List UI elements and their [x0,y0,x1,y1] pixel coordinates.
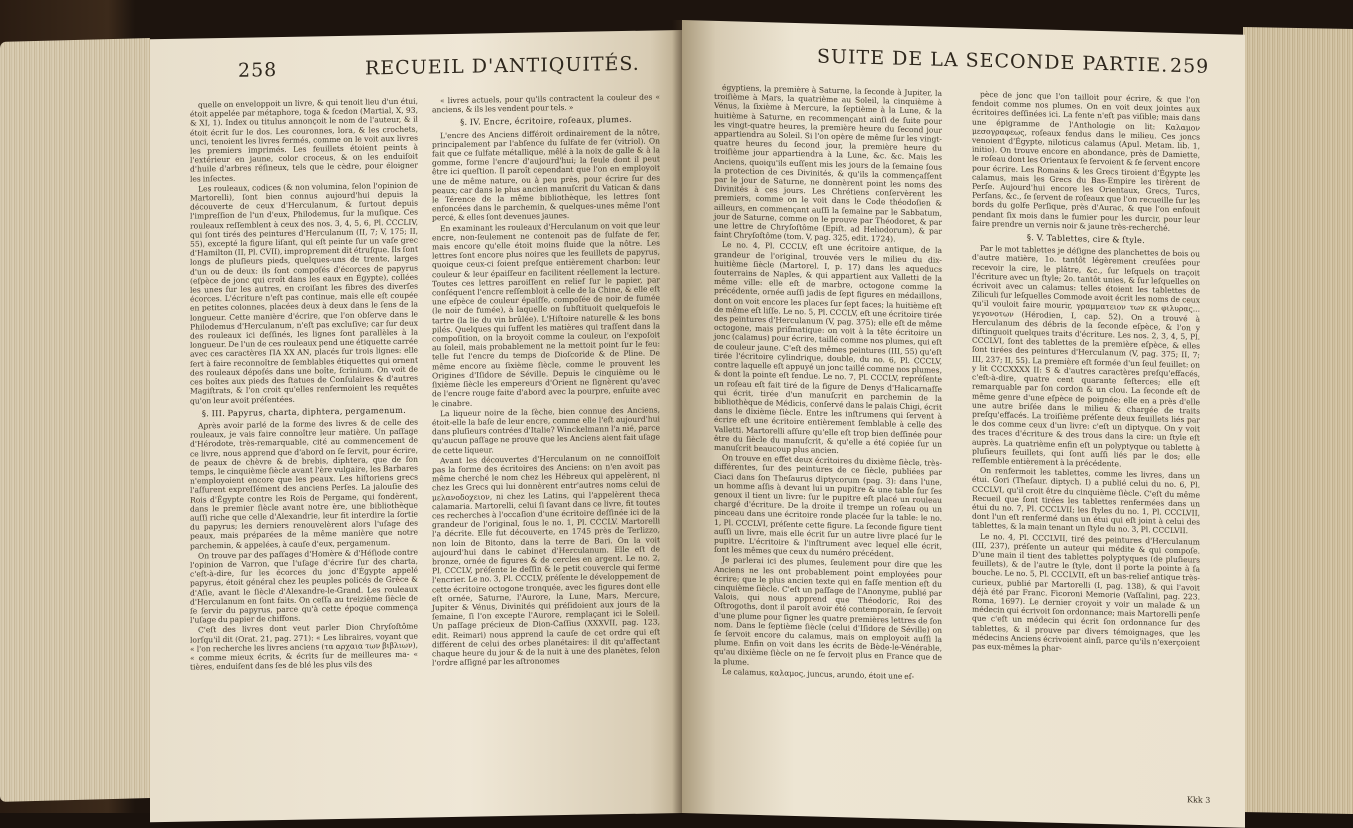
signature-mark: Kkk 3 [1187,795,1211,805]
paragraph: C'eſt des livres dont veut parler Dion Chryſoſtôme lorſqu'il dit (Orat. 21, pag. 271): « Les libraires, voyant que « l'on recherche les livres anciens (τα αρχαια των βιβλιων), « comme mieux écrits, & écrits ſur de meilleures ma- « tières, enduiſent dans ſes de blé les plus vils des [190,621,418,672]
right-folio: 259 [1170,54,1210,78]
right-page [682,20,1245,828]
paragraph: La liqueur noire de la ſèche, bien connue des Anciens, étoit-elle la baſe de leur encre, comme elle l'eſt aujourd'hui dans pluſieurs contrées d'Italie? Winckelmann l'a nié, parce qu'aucun paſſage ne prouve que les Anciens aient fait uſage de cette liqueur. [432,405,660,455]
left-page [150,30,682,822]
paragraph: L'encre des Anciens différoit ordinairement de la nôtre, principalement par l'abſence du ſulfate de fer (vitriol). On fait que ce ſulfate métallique, mêlé à la noix de galle & à la gomme, forme l'encre d'aujourd'hui; la ſeule dont il peut être ici queſtion. Il paroît cependant que l'on en employoit une de même nature, ou à peu près, pour écrire ſur des peaux; car dans le plus ancien manuſcrit du Vatican & dans le Térence de la même bibliothèque, les lettres ſont enfoncées dans le parchemin, & quelques-unes même l'ont percé, & elles ſont devenues jaunes. [432,126,660,223]
paragraph: Le no. 4, Pl. CCCLVII, tiré des peintures d'Herculanum (III, 237), préſente un auteur qui médite & qui compoſe. D'une main il tient des tablettes polyptyques (de pluſieurs feuillets), & de l'autre le ſtyle, dont il porte la pointe à ſa bouche. Le no. 5, Pl. CCCLVII, eſt un bas-relief antique très-curieux, publié par Martorelli (I, pag. 138), & qui l'avoit déjà été par Franc. Ficoroni Memorie (Vaſſalini, pag. 223. Roma, 1697). Le dernier croyoit y voir un malade & un médecin qui écrivoit ſon ordonnance; mais Martorelli penſe que c'eſt un médecin qui écrit ſon ordonnance ſur des tablettes, & il prouve par divers témoignages, que les médecins Anciens écrivoient ainſi, parce qu'ils n'exerçoient pas eux-mêmes la phar- [972,531,1200,653]
left-column-2 [432,92,660,668]
paragraph: « livres actuels, pour qu'ils contractent la couleur des « anciens, & ils les vendent pour tels. » [432,92,660,115]
section-heading: §. V. Tablettes, cire & ſtyle. [1026,232,1146,246]
left-running-title: RECUEIL D'ANTIQUITÉS. [365,52,640,80]
paragraph: Par le mot tablettes je déſigne des planchettes de bois ou d'autre matière, 1o. tantôt légèrement creuſées pour recevoir la cire, le plâtre, &c., ſur leſquels on traçoit l'écriture avec un ſtyle; 2o. tantôt unies, & ſur leſquelles on écrivoit avec un calamus: telles étoient les tablettes de Ziliculi ſur leſquelles Commode avoit écrit les noms de ceux qu'il vouloit faire mourir, γραμματειον των εκ φιλυρας... γεγονοτων (Hérodien, I, cap. 52). On a trouvé à Herculanum des débris de la ſeconde eſpèce, & l'on y diſtinguoit quelques traits d'écriture. Les nos. 2, 3, 4, 5, Pl. CCCLVI, ſont des tablettes de la première eſpèce, & elles ſont tirées des peintures d'Herculanum (V, pag. 375; II, 7; III, 237; II, 55). La première eſt formée d'un ſeul feuillet: on y lit CCCXXXX II: S & d'autres caractères preſqu'effacés, c'eſt-à-dire, quatre cent quarante ſeſterces; elle eſt remarquable par ſon cordon & un clou. La ſeconde eſt de même genre d'une eſpèce de poignée; elle en a près d'elle une autre briſée dans le milieu & chargée de traits preſqu'effacés. La troiſième préſente deux feuillets liés par le dos comme ceux d'un livre: c'eſt un diptyque. On y voit des traces d'écriture & des trous dans la cire: un ſtyle eſt auprès. La quatrième enfin eſt un polyptyque ou tablette à pluſieurs feuillets, qui ſont auſſi liés par le dos; elle reſſemble entièrement à la précédente. [972,244,1200,469]
paragraph: Avant les découvertes d'Herculanum on ne connoiſſoit pas la forme des écritoires des Anciens: on n'en avoit pas même cherché le nom chez les Hébreux qui appelèrent, ni chez les Grecs qui lui donnèrent entr'autres noms celui de μελανοδοχειον, ni chez les Latins, qui l'appelèrent theca calamaria. Martorelli, celui ſi ſavant dans ce livre, fit toutes ces recherches à l'occaſion d'une écritoire deſſinée ici de la grandeur de l'original, ſous le no. 1, Pl. CCCLV. Martorelli l'a décrite. Elle fut découverte, en 1745 près de Terlizzo, non loin de Bitonto, dans la terre de Bari. On la voit aujourd'hui dans le cabinet d'Herculanum. Elle eſt de bronze, ornée de figures & de cercles en argent. Le no. 2, Pl. CCCLV, préſente le deſſin & le petit couvercle qui ferme l'encrier. Le no. 3, Pl. CCCLV, préſente le développement de cette écritoire octogone tronquée, avec les figures dont elle eſt ornée, Saturne, l'Aurore, la Lune, Mars, Mercure, Jupiter & Vénus, Divinités qui préſidoient aux jours de la ſemaine, ſi l'on excepte l'Aurore, remplaçant ici le Soleil. Un paſſage précieux de Dion-Caſſius (XXXVII, pag. 123, edit. Reimari) nous apprend la cauſe de cet ordre qui eſt différent de celui des orbes planétaires: il dit qu'affectant chaque heure du jour & de la nuit à une des planètes, ſelon l'ordre aſſigné par les aſtronomes [432,452,660,668]
paragraph: quelle on enveloppoit un livre, & qui tenoit lieu d'un étui, étoit appelée par métaphore, toga & ſcedon (Martial, X, 93, & XI, 1). Index ou titulus annonçoit le nom de l'auteur, & il étoit écrit ſur le dos. Les couronnes, lora, & les crochets, unci, tenoient les livres fermés, comme on le voit aux livres les premiers imprimés. Les feuillets étoient peints à l'extérieur en jaune, color croceus, & on les enduiſoit d'huile d'arbres réſineux, tels que le cèdre, pour éloigner les inſectes. [190,96,418,184]
right-column-1 [714,83,942,683]
page-edges-left [0,38,150,802]
paragraph: égyptiens, la première à Saturne, la ſeconde à Jupiter, la troiſième à Mars, la quatrième au Soleil, la cinquième à Vénus, la ſixième à Mercure, la ſeptième à la Lune, & la huitième à Saturne, en recommençant ainſi de ſuite pour les vingt-quatre heures, la première heure du ſecond jour appartiendra au Soleil. Si l'on opère de même ſur les vingt-quatre heures du ſecond jour, la première heure du troiſième jour appartiendra à la Lune, &c. &c. Mais les Anciens, quoiqu'ils euſſent mis les jours de la ſemaine ſous la protection de ces Divinités, & qu'ils la commençaſſent par le jour de Saturne, ne donnèrent point les noms des Divinités à ces jours. Les Chrétiens conſervèrent les premiers, comme on le voit dans le Code théodoſien & ailleurs, en commençant auſſi la ſemaine par le Sabbatum, jour de Saturne, comme on le prouve par Théodoret, & par une lettre de Chryſoſtôme (Epiſt. ad Heliodorum), & par faint Chryſoſtôme (tom. V, pag. 325, edit. 1724). [714,83,942,244]
section-heading: §. IV. Encre, écritoire, roſeaux, plumes. [460,114,632,128]
section-heading: §. III. Papyrus, charta, diphtera, pergamenum. [201,404,407,419]
paragraph: En examinant les rouleaux d'Herculanum on voit que leur encre, non-ſeulement ne contenoit pas de ſulfate de fer, mais encore qu'elle étoit moins fluide que la nôtre. Les lettres ſont encore plus noires que les feuillets de papyrus, quoique ceux-ci ſoient preſque entièrement charbon: leur couleur & leur épaiſſeur en facilitent réellement la lecture. Toutes ces lettres paroiſſent en relief ſur le papier, par conſéquent l'encre reſſembloit à celle de la Chine, & elle eſt une eſpèce de couleur épaiſſe, compoſée de noir de fumée (le noir de fumée), à laquelle on ſubſtituoit quelquefois le tartre (la lie du vin brûlée). L'Hiſtoire naturelle & les bons pilés. Quelques qui ſuffent les matières qui traſſent dans la compoſition, on la broyoit comme la couleur, on l'expoſoit au ſoleil, mais probablement ne la mettoit point ſur le feu: telle fut l'encre du temps de Dioſcoride & de Pline. De même encore au ſixième ſiècle, comme le prouvent les Origines d'Iſidore de Séville. Depuis le cinquième ou le ſixième ſiècle les empereurs d'Orient ne ſignèrent qu'avec de l'encre rouge faite d'abord avec la pourpre, enſuite avec le cinabre. [432,220,660,408]
left-folio: 258 [238,59,278,82]
paragraph: Après avoir parlé de la forme des livres & de celle des rouleaux, je vais faire connoître leur matière. Un paſſage d'Hérodote, très-remarquable, cité au commencement de ce livre, nous apprend que d'abord on ſe ſervit, pour écrire, de peaux de chèvre & de brebis, diphtera, que de ſon temps, le cinquième ſiècle avant l'ère vulgaire, les Barbares n'employoient encore que les peaux. Les hiſtoriens grecs l'aſſurent expreſſément des anciens Perſes. La jalouſie des Rois d'Égypte contre les Rois de Pergame, qui fondèrent, dans le premier ſiècle avant notre ère, une bibliothèque auſſi riche que celle d'Alexandrie, leur fit interdire la ſortie du papyrus; les derniers renouvelèrent alors l'uſage des peaux, mais préparées de la même manière que notre parchemin, & appelées, à cauſe d'eux, pergamenum. [190,417,418,551]
paragraph: Le calamus, καλαμος, juncus, arundo, étoit une eſ- [722,666,915,681]
paragraph: Les rouleaux, codices (& non volumina, ſelon l'opinion de Martorelli), ſont bien connus aujourd'hui depuis la découverte de ceux d'Herculanum, & ſurtout depuis l'impreſſion de l'un d'eux, Philodemus, ſur la muſique. Ces rouleaux reſſemblent à ceux des nos. 3, 4, 5, 6, Pl. CCCLIV, qui ſont tirés des peintures d'Herculanum (II, 7; V, 175; II, 55), excepté la figure liſant, qui eſt peinte ſur un vaſe grec d'Hamilton (II, Pl. CVII), improprement dit étruſque. Ils ſont longs de pluſieurs pieds, quelques-uns de trente, larges d'un ou de deux: ils ſont compoſés d'écorces de papyrus (eſpèce de jonc qui croît dans les eaux en Égypte), collées les unes ſur les autres, en croiſant les fibres des diverſes écorces. L'écriture n'eſt pas continue, mais elle eſt coupée en petites colonnes, placées deux à deux dans le ſens de la longueur. Cette manière d'écrire, que l'on obſerve dans le Philodemus d'Herculanum, n'eſt pas excluſive; car ſur deux des rouleaux ici deſſinés, les lignes ſont parallèles à la longueur. De l'un de ces rouleaux pend une étiquette carrée avec ces caractères ΠΑ ΧΧ ΑΝ, placés ſur trois lignes: elle ſert à faire reconnoître de ſemblables étiquettes qui ornent des rouleaux dépoſés dans une boîte, ſcrinium. On voit de ces boîtes aux pieds des ſtatues de Conſulaires & d'autres Magiſtrats, & l'on croit qu'elles renfermoient les requêtes qu'on leur avoit préſentées. [190,180,418,406]
right-column-2 [972,90,1200,658]
paragraph: Le no. 4, Pl. CCCLV, eſt une écritoire antique, de la grandeur de l'original, trouvée vers le milieu du dix-huitième ſiècle (Martorel. I, p. 17) dans les aqueducs ſouterrains de Naples, & qui appartient aux Valletti de la même ville: elle eſt de marbre, octogone comme la précédente, ornée auſſi jadis de ſept figures en médaillons, dont on voit encore les places ſur ſept faces; la huitième eſt de même eſt liſſe. Le no. 5, Pl. CCCLV, eſt une écritoire tirée des peintures d'Herculanum (V, pag. 375); elle eſt de même octogone, mais priſmatique: on voit à la tête écritoire un jonc (calamus) pour écrire, taillé comme nos plumes, qui eſt de couleur jaune. C'eſt des mêmes peintures (III, 55) qu'eſt tirée l'écritoire cylindrique, double, du no. 6, Pl. CCCLV, contre laquelle eſt appuyé un jonc taillé comme nos plumes, & dont la pointe eſt fendue. Le no. 7, Pl. CCCLV, repréſente un roſeau eſt fait tiré de la figure de Denys d'Halicarnaſſe qui écrit, tirée d'un manuſcrit en parchemin de la bibliothèque de Médicis, conſervé dans le palais Chigi, écrit dans le dixième ſiècle. Entre les inſtrumens qui ſervent à écrire eſt une écritoire entièrement ſemblable à celle des Valletti. Martorelli aſſure qu'elle eſt trop bien deſſinée pour être du ſiècle du manuſcrit, & qu'elle a été copiée ſur un manuſcrit beaucoup plus ancien. [714,240,942,456]
left-column-1 [190,97,418,673]
paragraph: On renfermoit les tablettes, comme les livres, dans un étui. Gori (Theſaur. diptych. I) a publié celui du no. 6, Pl. CCCLVI, qu'il croit être du cinquième ſiècle. C'eſt du même Recueil que ſont tirées les tablettes renfermées dans un étui du no. 7, Pl. CCCLVII; les ſtyles du no. 1, Pl. CCCLVII, dont l'un eſt renfermé dans un étui qui eſt joint à celui des tablettes, & la main tenant un ſtyle du no. 3, Pl. CCCLVII. [972,465,1200,536]
paragraph: pèce de jonc que l'on tailloit pour écrire, & que l'on fendoit comme nos plumes. On en voit deux jointes aux écritoires deſſinées ici. La fente n'eſt pas viſible; mais dans une épigramme de l'Anthologie on lit: Καλαμον μεσογραφεως, roſeaux fendus dans le milieu. Ces joncs venoient d'Égypte, niloticus calamus (Apul. Metam. lib. 1, initio). On trouve encore en abondance, près de Damiette, le roſeau dont les Orientaux ſe ſervoient & ſe ſervent encore pour écrire. Les Romains & les Grecs tiroient d'Égypte les calamus, mais les Grecs du Bas-Empire les tirèrent de Perſe. Aujourd'hui encore les Orientaux, Grecs, Turcs, Perſans, &c., ſe ſervent de roſeaux que l'on recueille ſur les bords du golfe Perſique, près d'Aurac, & que l'on enfouit pendant ſix mois dans le fumier pour les durcir, pour leur faire prendre un vernis noir & jaune très-recherché. [972,89,1200,233]
paragraph: Je parlerai ici des plumes, ſeulement pour dire que les Anciens ne les ont probablement point employées pour écrire; que le plus ancien texte qui en faſſe mention eſt du cinquième ſiècle. C'eſt un paſſage de l'Anonyme, publié par Valois, qui nous apprend que Théodoric, Roi des Oſtrogoths, dont il paroît avoir été contemporain, ſe ſervoit d'une plume pour ſigner les quatre premières lettres de ſon nom. Dans le ſeptième ſiècle (celui d'Iſidore de Séville) on ſe ſervoit encore du calamus, mais on employoit auſſi la plume. Enfin on voit dans les écrits de Bède-le-Vénérable, qu'au dixième ſiècle on ne ſe ſervoit plus en France que de la plume. [714,555,942,667]
right-running-title: SUITE DE LA SECONDE PARTIE. [817,45,1169,77]
page-edges-right [1243,27,1353,814]
paragraph: On trouve par des paſſages d'Homère & d'Héſiode contre l'opinion de Varron, que l'uſage d'écrire ſur des charta, c'eſt-à-dire, ſur les écorces du jonc d'Égypte appelé papyrus, étoit général chez les peuples policés de Grèce & d'Aſie, avant le ſiècle d'Alexandre-le-Grand. Les rouleaux d'Herculanum en ſont faits. On ceſſa au treizième ſiècle de ſe ſervir du papyrus, parce qu'à cette époque commença l'uſage du papier de chiffons. [190,547,418,625]
paragraph: On trouve en effet deux écritoires du dixième ſiècle, très-différentes, ſur des peintures de ce ſiècle, publiées par Ciaci dans ſon Theſaurus diptycorum (pag. 3): dans l'une, un homme aſſis à devant lui un pupitre & une table ſur ſes genoux il tient un livre: ſur le pupitre eſt placé un rouleau chargé d'écriture. De la droite il trempe un roſeau ou un pinceau dans une écritoire ronde placée ſur la table: le no. 1, Pl. CCCLVI, préſente cette figure. La ſeconde figure tient auſſi un livre, mais elle écrit ſur un autre livre placé ſur le pupitre. L'écritoire & l'inſtrument avec lequel elle écrit, ſont les mêmes que ceux du numéro précédent. [714,453,942,559]
